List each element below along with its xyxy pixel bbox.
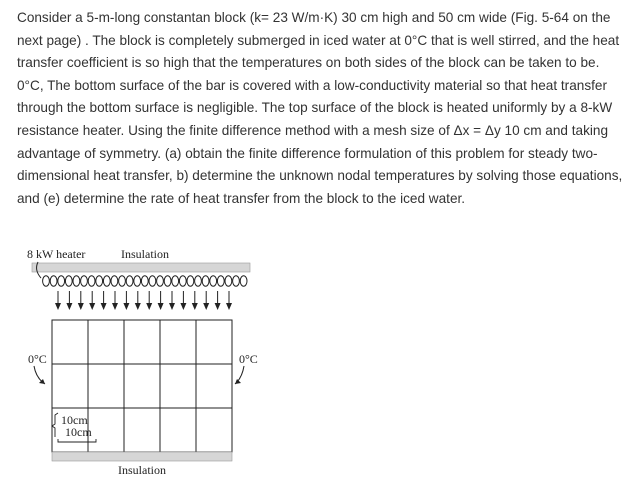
heater-coil-loop (164, 276, 171, 286)
heat-flux-arrow-head (66, 303, 72, 310)
dx-label: 10cm (61, 413, 88, 427)
block-figure (22, 242, 262, 482)
heat-flux-arrow-head (158, 303, 164, 310)
right-temp-label: 0°C (239, 352, 258, 366)
heater-coil-loop (88, 276, 95, 286)
top-insulation-label: Insulation (121, 247, 169, 261)
heater-coil-loop (96, 276, 103, 286)
heater-coil-loop (111, 276, 118, 286)
heat-flux-arrow-head (169, 303, 175, 310)
heater-coil-loop (119, 276, 126, 286)
heater-coil-loop (233, 276, 240, 286)
heater-coil-loop (134, 276, 141, 286)
heat-flux-arrow-head (123, 303, 129, 310)
heat-flux-arrow-head (226, 303, 232, 310)
heater-coil-loop (149, 276, 156, 286)
problem-statement (17, 7, 625, 210)
heater-coil-loop (240, 276, 247, 286)
right-arrow-head (235, 379, 241, 384)
heat-flux-arrow-head (192, 303, 198, 310)
heat-flux-arrow-head (89, 303, 95, 310)
heater-coil-loop (225, 276, 232, 286)
bottom-insulation-label: Insulation (118, 463, 166, 477)
bottom-insulation-band (52, 452, 232, 461)
problem-text: Consider a 5-m-long constantan block (k= 23 W/m·K) 30 cm high and 50 cm wide (Fig. 5-64 on the next page) . The block is completely submerged in iced water at 0°C that is well stirred, and the heat transfer coefficient is so high that the temperatures on both sides of the block can be taken to be. 0°C, The bottom surface of the bar is covered with a low-conductivity material so that heat transfer through the bottom surface is negligible. The top surface of the block is heated uniformly by a 8-kW resistance heater. Using the finite difference method with a mesh size of Δx = Δy 10 cm and taking advantage of symmetry. (a) obtain the finite difference formulation of this problem for steady two-dimensional heat transfer, b) determine the unknown nodal temperatures by solving those equations, and (e) determine the rate of heat transfer from the block to the iced water. (17, 10, 623, 206)
heater-coil-loop (179, 276, 186, 286)
heater-coil-loop (65, 276, 72, 286)
heater-coil-loop (81, 276, 88, 286)
heater-coil-loop (172, 276, 179, 286)
heater-coil-loop (126, 276, 133, 286)
heat-flux-arrow-head (101, 303, 107, 310)
heat-flux-arrow-head (135, 303, 141, 310)
heater-coil-loop (50, 276, 57, 286)
heater-coil-loop (58, 276, 65, 286)
dy-label: 10cm (65, 425, 92, 439)
heat-flux-arrow-head (215, 303, 221, 310)
heater-coil-loop (195, 276, 202, 286)
heat-flux-arrow-head (78, 303, 84, 310)
dy-bracket (58, 439, 96, 442)
heater-coil-loop (210, 276, 217, 286)
heater-coil-loop (103, 276, 110, 286)
heat-flux-arrow-head (55, 303, 61, 310)
heater-coil-loop (157, 276, 164, 286)
block-diagram (22, 242, 262, 482)
heater-coil-loop (141, 276, 148, 286)
heater-coil (43, 276, 247, 286)
heat-flux-arrow-head (146, 303, 152, 310)
heater-coil-loop (73, 276, 80, 286)
left-temp-label: 0°C (28, 352, 47, 366)
heat-flux-arrow-head (203, 303, 209, 310)
heater-coil-loop (217, 276, 224, 286)
heater-coil-loop (187, 276, 194, 286)
top-insulation-band (32, 263, 250, 272)
heater-coil-loop (202, 276, 209, 286)
heater-label: 8 kW heater (27, 247, 86, 261)
heat-flux-arrow-head (112, 303, 118, 310)
heat-flux-arrows (55, 291, 232, 310)
dx-bracket (52, 413, 58, 437)
heat-flux-arrow-head (180, 303, 186, 310)
heater-coil-loop (43, 276, 50, 286)
